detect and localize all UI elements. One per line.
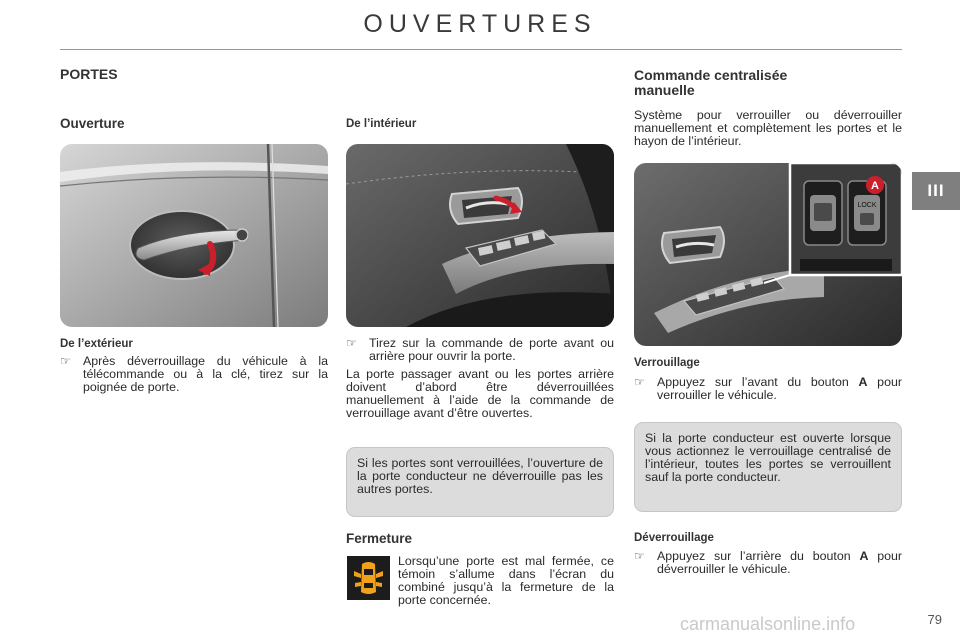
chapter-tab[interactable]: III: [912, 172, 960, 210]
verrouillage-heading: Verrouillage: [634, 357, 700, 369]
bullet-icon: ☞: [634, 375, 645, 389]
interieur-note-box: Si les portes sont verrouillées, l’ouverture de la porte conducteur ne déverrouille pas les autres portes.: [346, 447, 614, 517]
exterieur-heading: De l’extérieur: [60, 338, 133, 350]
door-open-warning-icon: [347, 556, 390, 600]
exterior-door-handle-photo: [60, 144, 328, 327]
fermeture-heading: Fermeture: [346, 531, 413, 546]
page-number: 79: [927, 612, 942, 627]
section-title: PORTES: [60, 66, 118, 82]
verrouillage-instruction: ☞ Appuyez sur l’avant du bouton A pour verrouiller le véhicule.: [634, 375, 902, 402]
deverrouillage-heading: Déverrouillage: [634, 532, 714, 544]
button-a-ref: A: [858, 375, 868, 389]
callout-a-label: A: [871, 180, 879, 192]
fermeture-text: Lorsqu’une porte est mal fermée, ce témoin s’allume dans l’écran du combiné jusqu’à la fermeture de la porte concernée.: [398, 554, 614, 607]
deverrouillage-instruction: ☞ Appuyez sur l’arrière du bouton A pour déverrouiller le véhicule.: [634, 549, 902, 576]
button-a-ref: A: [859, 549, 869, 563]
commande-note-box: Si la porte conducteur est ouverte lorsque vous actionnez le verrouillage centralisé de l’intérieur, toutes les portes se verrouillent sauf la porte conducteur.: [634, 422, 902, 512]
bullet-icon: ☞: [60, 354, 71, 368]
central-lock-photo: [634, 163, 902, 346]
interieur-heading: De l’intérieur: [346, 118, 417, 130]
ouverture-heading: Ouverture: [60, 116, 125, 131]
commande-heading-line1: Commande centralisée: [634, 67, 788, 83]
commande-intro: Système pour verrouiller ou déverrouiller manuellement et complètement les portes et le hayon de l’intérieur.: [634, 108, 902, 148]
title-divider: [60, 49, 902, 50]
watermark: carmanualsonline.info: [680, 614, 856, 634]
page-title: OUVERTURES: [363, 10, 597, 38]
interior-door-handle-photo: [346, 144, 614, 327]
bullet-icon: ☞: [346, 336, 357, 350]
interieur-paragraph: La porte passager avant ou les portes arrière doivent d’abord être déverrouillées manuellement à l’aide de la commande de verrouillage avant d’être ouvertes.: [346, 367, 614, 420]
exterieur-instruction: ☞ Après déverrouillage du véhicule à la télécommande ou à la clé, tirez sur la poignée de porte.: [60, 354, 328, 394]
bullet-icon: ☞: [634, 549, 645, 563]
interieur-instruction: ☞ Tirez sur la commande de porte avant ou arrière pour ouvrir la porte.: [346, 336, 614, 363]
commande-heading-line2: manuelle: [634, 82, 695, 98]
lock-label: LOCK: [857, 202, 877, 209]
